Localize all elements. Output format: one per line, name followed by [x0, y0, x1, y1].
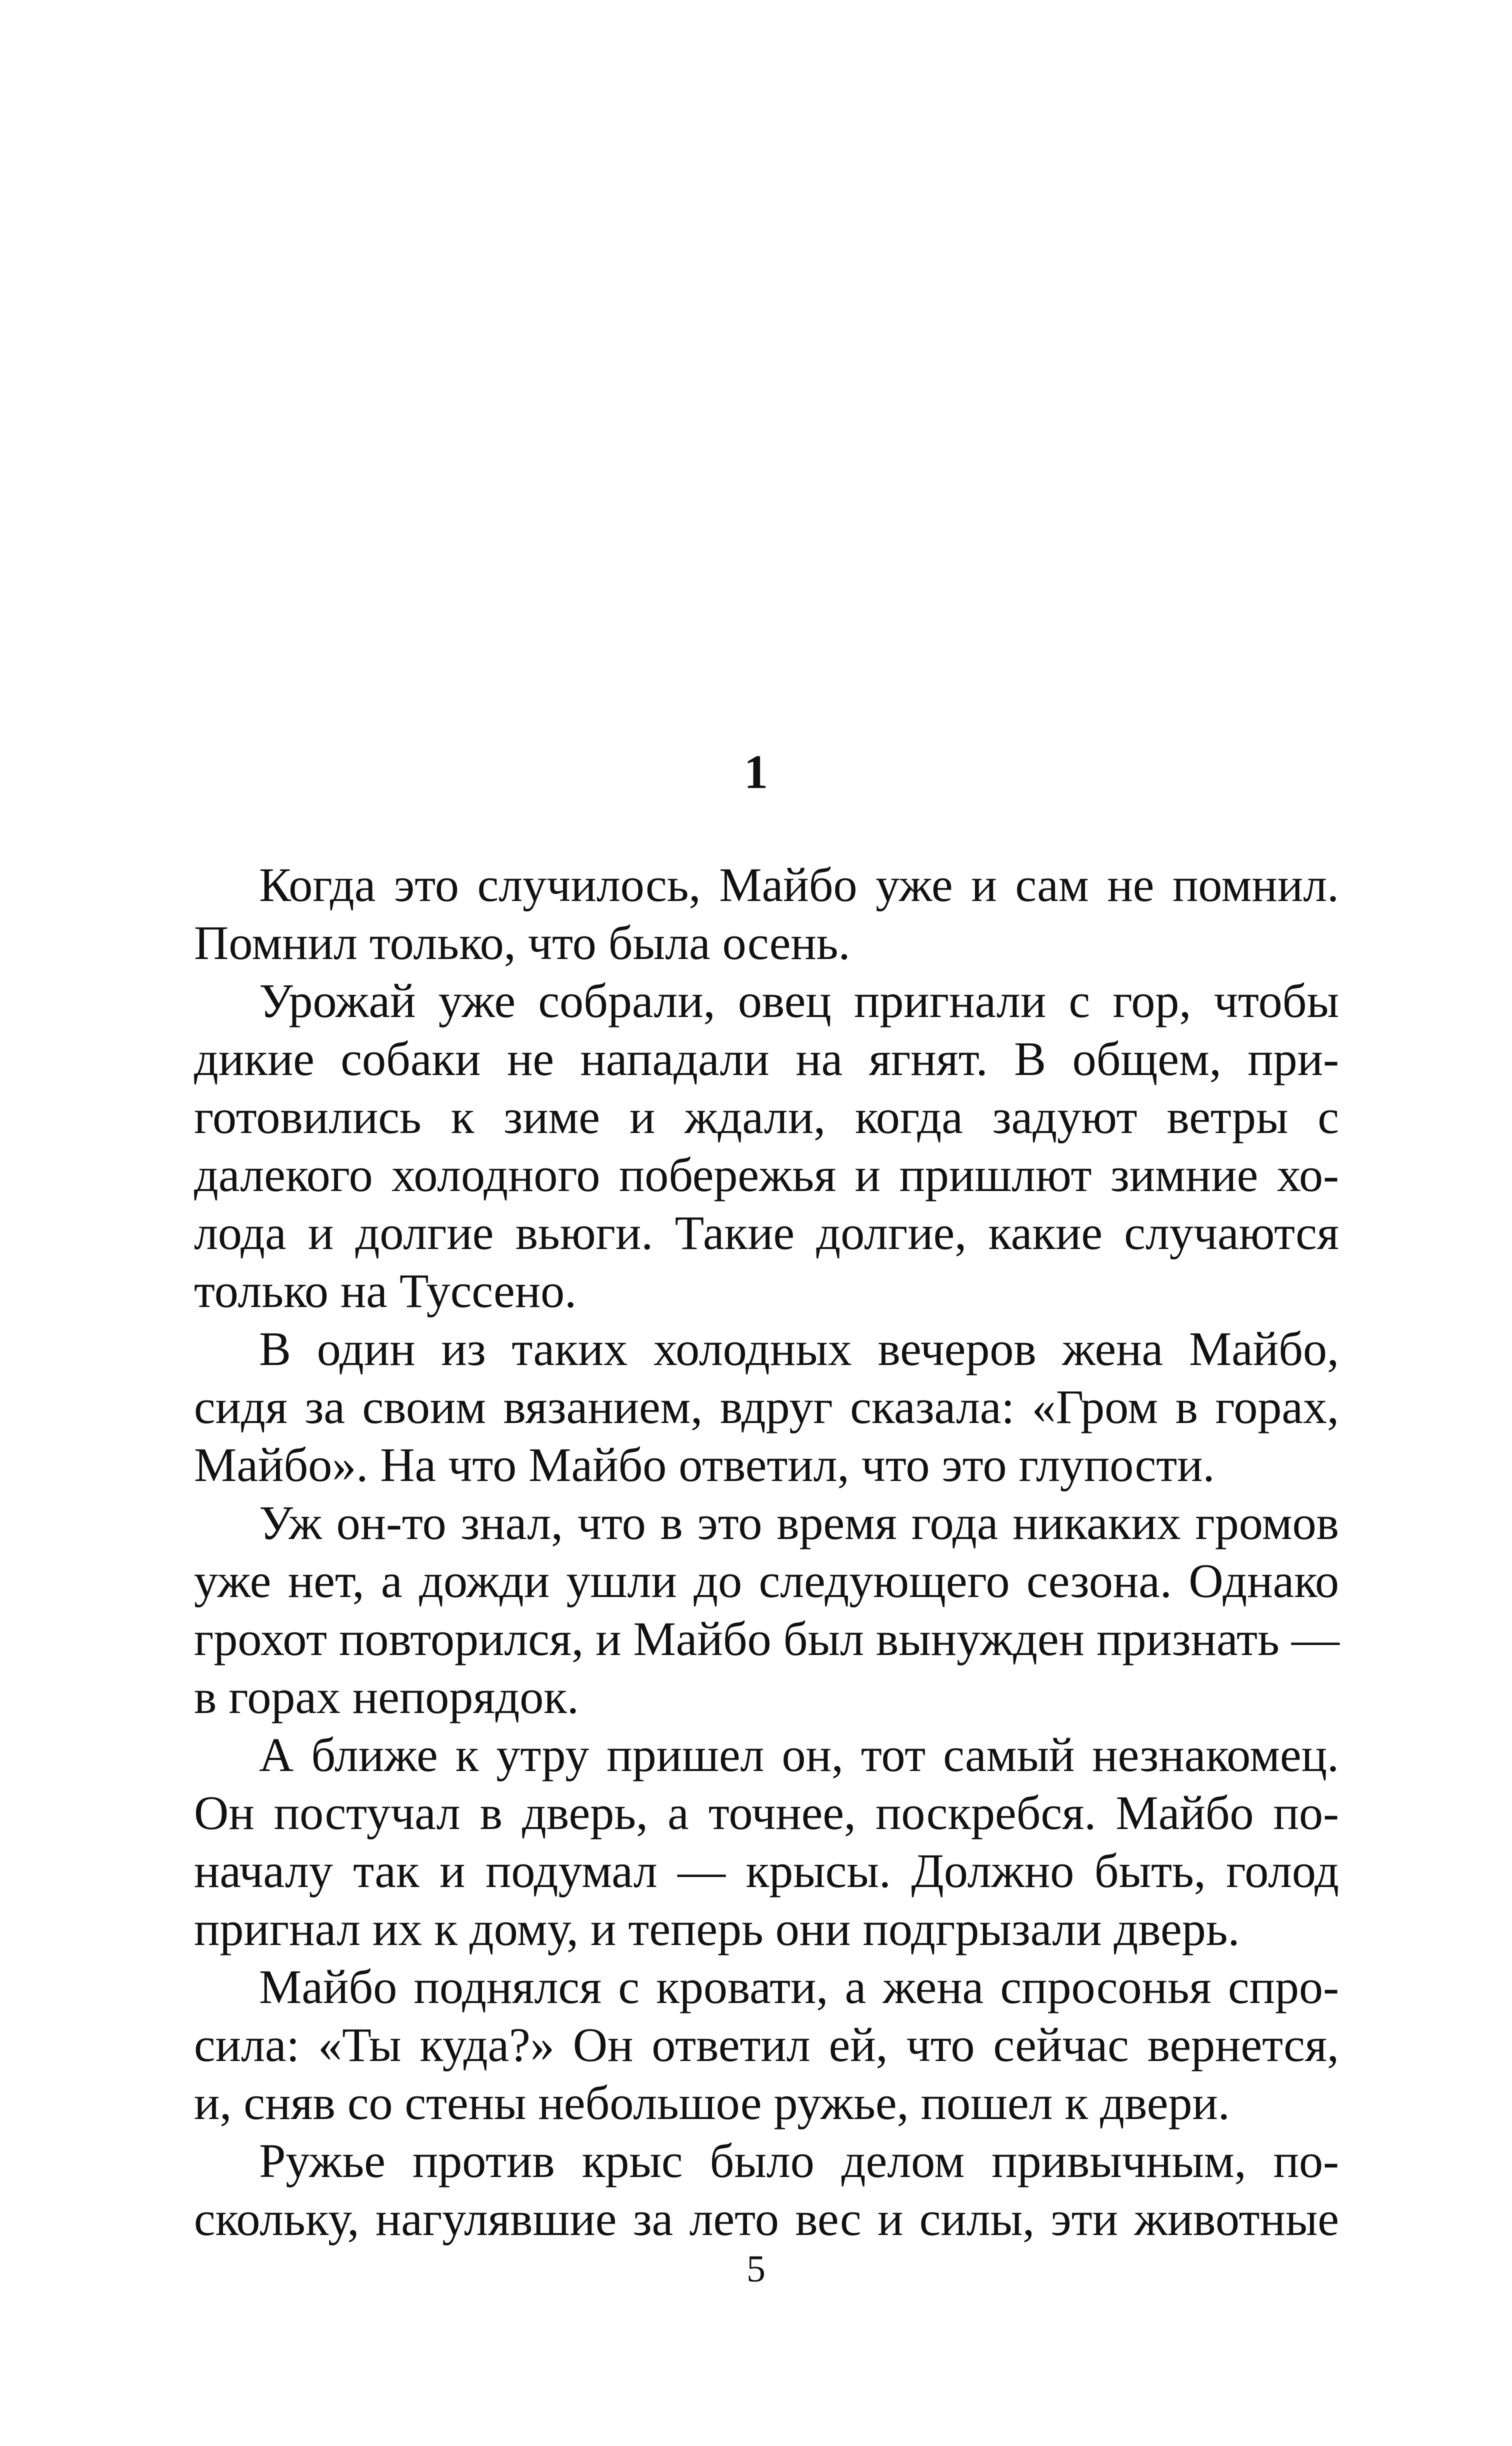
text-line: сидя за своим вязанием, вдруг сказала: «Гром в горах,: [194, 1380, 1339, 1434]
body-text: [194, 856, 1339, 2248]
text-line: Ружье против крыс было делом привычным, по-: [259, 2134, 1339, 2188]
text-line: только на Туссено.: [194, 1264, 577, 1318]
text-line: дикие собаки не нападали на ягнят. В общем, при-: [194, 1032, 1339, 1086]
text-line: готовились к зиме и ждали, когда задуют ветры с: [194, 1090, 1339, 1144]
text-line: лода и долгие вьюги. Такие долгие, какие случаются: [194, 1206, 1339, 1260]
page-number: 5: [746, 2248, 766, 2290]
text-line: пригнал их к дому, и теперь они подгрызали дверь.: [194, 1902, 1240, 1956]
text-line: В один из таких холодных вечеров жена Майбо,: [259, 1322, 1339, 1376]
text-line: Майбо». На что Майбо ответил, что это глупости.: [194, 1438, 1215, 1492]
text-line: Уж он-то знал, что в это время года никаких громов: [259, 1496, 1339, 1550]
text-line: сила: «Ты куда?» Он ответил ей, что сейчас вернется,: [194, 2018, 1339, 2072]
text-line: далекого холодного побережья и пришлют зимние хо-: [194, 1148, 1339, 1202]
text-line: Майбо поднялся с кровати, а жена спросонья спро-: [259, 1960, 1339, 2014]
text-line: уже нет, а дожди ушли до следующего сезона. Однако: [194, 1554, 1339, 1608]
text-line: скольку, нагулявшие за лето вес и силы, эти животные: [194, 2192, 1339, 2246]
text-line: Когда это случилось, Майбо уже и сам не помнил.: [259, 858, 1339, 912]
text-line: грохот повторился, и Майбо был вынужден признать —: [194, 1612, 1340, 1666]
text-line: Урожай уже собрали, овец пригнали с гор, чтобы: [259, 974, 1339, 1028]
text-line: и, сняв со стены небольшое ружье, пошел к двери.: [194, 2076, 1230, 2130]
chapter-number: 1: [744, 745, 768, 798]
text-line: началу так и подумал — крысы. Должно быть, голод: [194, 1844, 1339, 1898]
text-line: Помнил только, что была осень.: [194, 916, 850, 970]
text-line: А ближе к утру пришел он, тот самый незнакомец.: [259, 1728, 1339, 1782]
text-line: Он постучал в дверь, а точнее, поскребся. Майбо по-: [194, 1786, 1339, 1840]
text-line: в горах непорядок.: [194, 1670, 579, 1724]
